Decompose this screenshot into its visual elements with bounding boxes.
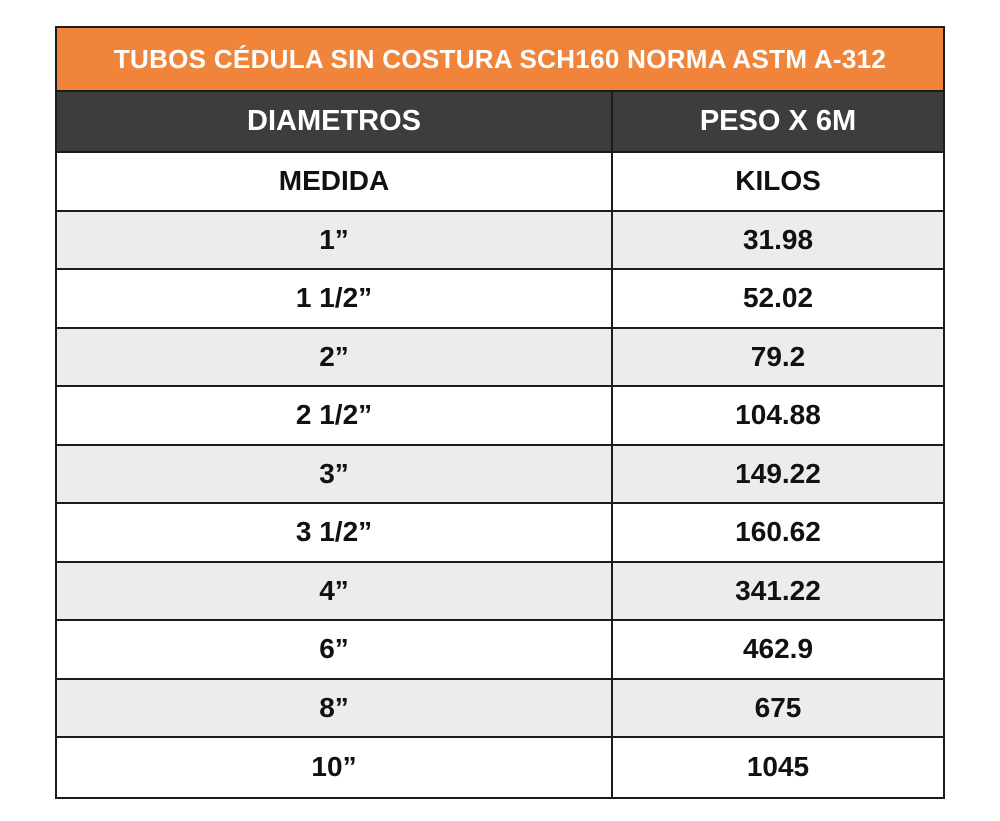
medida-cell: 2” [57,329,613,386]
kilos-subheader: KILOS [735,165,821,197]
medida-cell: 8” [57,680,613,737]
diametros-header: DIAMETROS [57,92,613,151]
table-row [57,504,943,563]
pipe-weight-table [55,26,945,799]
peso-header: PESO X 6M [699,105,857,137]
kilos-cell: 675 [754,691,802,723]
medida-cell: 4” [57,563,613,620]
table-row [57,621,943,680]
medida-cell: 1 1/2” [57,270,613,327]
kilos-cell: 1045 [746,751,810,783]
medida-cell: 3” [57,446,613,503]
kilos-cell: 160.62 [735,516,821,548]
kilos-cell: 462.9 [742,633,814,665]
medida-cell: 1” [57,212,613,269]
kilos-cell: 104.88 [735,399,821,431]
table-row [57,446,943,505]
table-row [57,387,943,446]
table-row [57,212,943,271]
table-row [57,738,943,797]
medida-cell: 3 1/2” [57,504,613,561]
table-title: TUBOS CÉDULA SIN COSTURA SCH160 NORMA ASTM A-312 [57,28,943,92]
kilos-cell: 52.02 [742,282,814,314]
column-header-row [57,92,943,153]
medida-cell: 10” [57,738,613,797]
medida-cell: 6” [57,621,613,678]
table-row [57,270,943,329]
unit-header-row [57,153,943,212]
kilos-cell: 149.22 [735,457,821,489]
table-row [57,680,943,739]
kilos-cell: 31.98 [742,223,814,255]
table-row [57,329,943,388]
kilos-cell: 79.2 [750,340,806,372]
kilos-cell: 341.22 [735,574,821,606]
medida-subheader: MEDIDA [57,153,613,210]
table-row [57,563,943,622]
medida-cell: 2 1/2” [57,387,613,444]
